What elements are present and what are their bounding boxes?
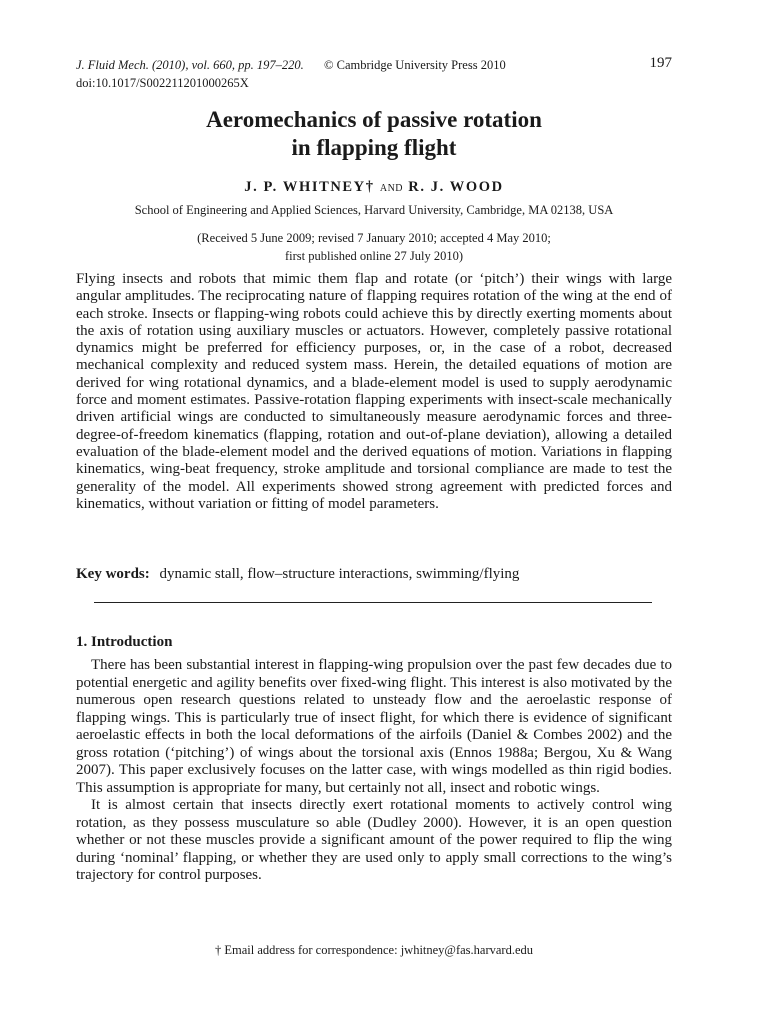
running-header	[76, 56, 672, 92]
page-number: 197	[649, 55, 672, 71]
abstract: Flying insects and robots that mimic them flap and rotate (or ‘pitch’) their wings with large angular amplitudes. The reciprocating nature of flapping requires rotation of the wing at the end of each stroke. Insects or flapping-wing robots could achieve this by directly exerting moments about the axis of rotation using auxiliary muscles or actuators. However, completely passive rotational dynamics might be preferred for efficiency purposes, or, in the case of a robot, decreased mechanical complexity and reduced system mass. Herein, the detailed equations of motion are derived for wing rotational dynamics, and a blade-element model is used to supply aerodynamic force and moment estimates. Passive-rotation flapping experiments with insect-scale mechanically driven artificial wings are conducted to simultaneously measure aerodynamic forces and three-degree-of-freedom kinematics (flapping, rotation and out-of-plane deviation), allowing a detailed evaluation of the blade-element model and the derived equations of motion. Variations in flapping kinematics, wing-beat frequency, stroke amplitude and torsional compliance are made to test the generality of the model. All experiments showed strong agreement with predicted forces and kinematics, without variation or fitting of model parameters.	[76, 271, 672, 512]
keywords	[76, 566, 672, 583]
paper-title	[76, 106, 672, 162]
keywords-text: dynamic stall, flow–structure interactions, swimming/flying	[159, 566, 520, 582]
section-divider	[94, 602, 652, 603]
introduction-body	[76, 657, 672, 885]
affiliation: School of Engineering and Applied Sciences, Harvard University, Cambridge, MA 02138, USA	[134, 203, 614, 217]
section-heading: 1. Introduction	[76, 634, 173, 650]
title-line-1: Aeromechanics of passive rotation	[206, 107, 542, 132]
journal-citation: J. Fluid Mech. (2010), vol. 660, pp. 197–220.	[76, 58, 304, 72]
received-line-2: first published online 27 July 2010)	[284, 249, 464, 263]
introduction-paragraph-1: There has been substantial interest in flapping-wing propulsion over the past few decades due to potential energetic and agility benefits over fixed-wing flight. This interest is also motivated by the numerous open research questions related to unsteady flow and the aeroelastic response of flapping wings. This is particularly true of insect flight, for which there is evidence of significant aeroelastic effects in both the local deformations of the airfoils (Daniel & Combes 2002) and the gross rotation (‘pitching’) of wings about the torsional axis (Ennos 1988a; Bergou, Xu & Wang 2007). This paper exclusively focuses on the latter case, with wings modelled as thin rigid bodies. This assumption is appropriate for many, but certainly not all, insect and robotic wings.	[76, 657, 672, 796]
author-wood: R. J. WOOD	[408, 179, 504, 195]
copyright-notice: © Cambridge University Press 2010	[324, 58, 506, 72]
doi: doi:10.1017/S002211201000265X	[76, 76, 249, 90]
correspondence-footnote: † Email address for correspondence: jwhitney@fas.harvard.edu	[215, 943, 533, 957]
author-conjunction: and	[379, 179, 404, 195]
introduction-paragraph-2: It is almost certain that insects directly exert rotational moments to actively control wing rotation, as they possess musculature so able (Dudley 2000). However, it is an open question whether or not these muscles provide a significant amount of the power required to flip the wing during ‘nominal’ flapping, or whether they are used only to apply small corrections to the wing’s trajectory for control purposes.	[76, 797, 672, 883]
received-dates	[76, 229, 672, 265]
keywords-label: Key words:	[76, 566, 150, 582]
author-whitney: J. P. WHITNEY†	[244, 179, 375, 195]
received-line-1: (Received 5 June 2009; revised 7 January 2010; accepted 4 May 2010;	[197, 231, 551, 245]
author-list	[76, 179, 672, 196]
title-line-2: in flapping flight	[291, 135, 457, 160]
